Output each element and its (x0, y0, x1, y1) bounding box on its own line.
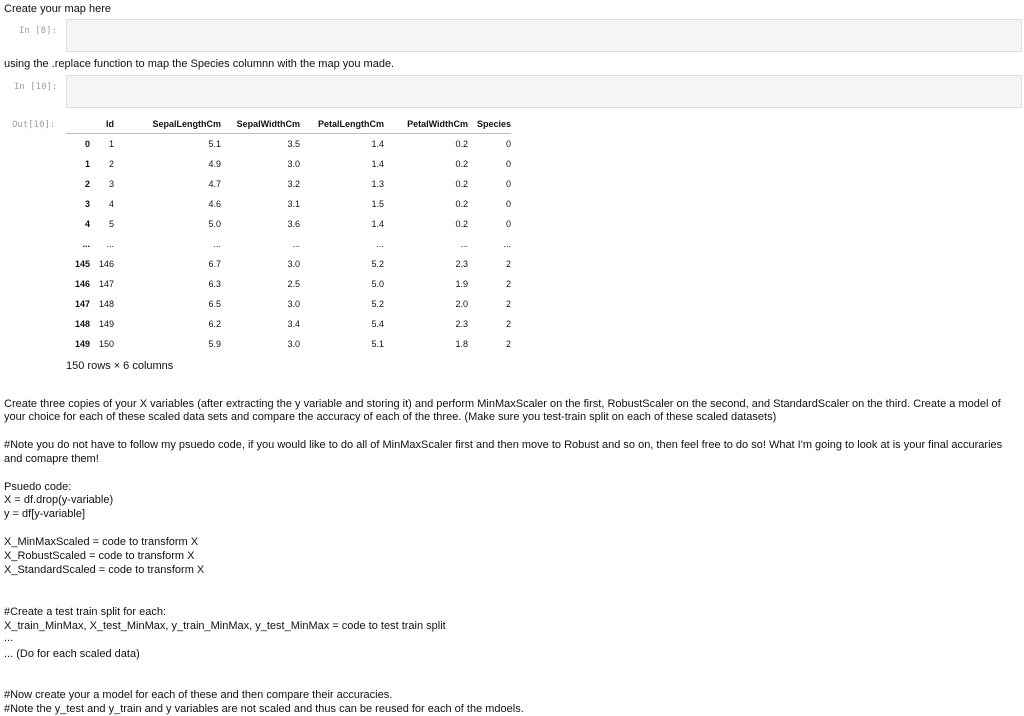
table-cell: 4.9 (208, 159, 221, 169)
table-cell: 5 (108, 219, 114, 229)
table-cell: 3.0 (287, 339, 300, 349)
instruction-line: ... (4, 632, 14, 644)
table-cell: 5.0 (371, 279, 384, 289)
input-prompt-8: In [8]: (19, 26, 57, 36)
table-cell: 5.1 (371, 339, 384, 349)
table-cell: 6.3 (208, 279, 221, 289)
instruction-line: and comapre them! (4, 453, 99, 465)
table-row (66, 294, 511, 314)
table-cell: 1.4 (371, 139, 384, 149)
table-cell: 149 (98, 319, 114, 329)
instruction-line: X_StandardScaled = code to transform X (4, 564, 205, 576)
table-row (66, 214, 511, 234)
table-cell: 6.5 (208, 299, 221, 309)
table-cell: ... (503, 239, 511, 249)
table-cell: 3.1 (287, 199, 300, 209)
column-header: Id (90, 114, 114, 134)
table-row (66, 194, 511, 214)
table-cell: ... (213, 239, 221, 249)
instruction-line: X_train_MinMax, X_test_MinMax, y_train_MinMax, y_test_MinMax = code to test train split (4, 620, 446, 632)
table-cell: 2 (505, 319, 511, 329)
column-header: Species (468, 114, 511, 134)
table-cell: 4.6 (208, 199, 221, 209)
table-cell: 5.0 (208, 219, 221, 229)
table-cell: 2 (505, 259, 511, 269)
table-cell: 0 (505, 159, 511, 169)
table-header-row (66, 114, 511, 134)
row-index: ... (82, 239, 90, 249)
table-cell: 3.0 (287, 159, 300, 169)
table-cell: 150 (98, 339, 114, 349)
table-row (66, 274, 511, 294)
row-index: 149 (74, 339, 90, 349)
table-cell: ... (106, 239, 114, 249)
table-cell: 4.7 (208, 179, 221, 189)
table-cell: ... (376, 239, 384, 249)
table-cell: 5.4 (371, 319, 384, 329)
column-header: SepalWidthCm (221, 114, 300, 134)
instruction-line: X_MinMaxScaled = code to transform X (4, 536, 199, 548)
table-cell: 1.4 (371, 219, 384, 229)
table-cell: ... (460, 239, 468, 249)
code-cell-8-editor[interactable] (66, 19, 1022, 52)
row-index: 1 (84, 159, 90, 169)
table-cell: 5.2 (371, 299, 384, 309)
input-prompt-10: In [10]: (14, 82, 58, 92)
code-cell-10-editor[interactable] (66, 75, 1022, 108)
table-cell: 5.1 (208, 139, 221, 149)
instruction-line: #Note you do not have to follow my psuedo code, if you would like to do all of MinMaxScaler first and then move to Robust and so on, then feel free to do so! What I'm going to look at is your final accuraries (4, 439, 1003, 451)
instruction-line: #Create a test train split for each: (4, 606, 167, 618)
table-cell: 2.3 (455, 259, 468, 269)
table-cell: 1.9 (455, 279, 468, 289)
table-cell: 1 (108, 139, 114, 149)
instruction-line: #Note the y_test and y_train and y variables are not scaled and thus can be reused for each of the mdoels. (4, 703, 524, 715)
table-cell: 3.0 (287, 299, 300, 309)
instruction-line: X_RobustScaled = code to transform X (4, 550, 195, 562)
table-cell: 3.6 (287, 219, 300, 229)
row-index: 0 (84, 139, 90, 149)
markdown-create-map: Create your map here (4, 3, 111, 15)
output-prompt-10: Out[10]: (12, 120, 56, 130)
row-index: 145 (74, 259, 90, 269)
table-row (66, 334, 511, 354)
column-header: PetalLengthCm (300, 114, 384, 134)
table-cell: 146 (98, 259, 114, 269)
table-cell: 1.4 (371, 159, 384, 169)
dataframe-table (66, 114, 511, 354)
table-cell: 2 (505, 279, 511, 289)
instruction-line: Create three copies of your X variables (after extracting the y variable and storing it) and perform MinMaxScaler on the first, RobustScaler on the second, and StandardScaler on the third. Create a model of (4, 398, 1001, 410)
column-header: SepalLengthCm (114, 114, 221, 134)
table-cell: 0 (505, 139, 511, 149)
instruction-line: ... (Do for each scaled data) (4, 648, 140, 660)
table-row (66, 154, 511, 174)
table-cell: ... (292, 239, 300, 249)
table-cell: 1.3 (371, 179, 384, 189)
table-cell: 0.2 (455, 219, 468, 229)
table-row (66, 134, 511, 155)
table-cell: 3.4 (287, 319, 300, 329)
table-cell: 3.0 (287, 259, 300, 269)
table-row (66, 174, 511, 194)
markdown-replace-instruction: using the .replace function to map the Species columnn with the map you made. (4, 58, 395, 70)
instruction-line: your choice for each of these scaled data sets and compare the accuracy of each of the three. (Make sure you test-train split on each of these scaled datasets) (4, 411, 777, 423)
instruction-line: Psuedo code: (4, 481, 72, 493)
dataframe-output (66, 114, 511, 372)
table-cell: 2 (505, 299, 511, 309)
table-cell: 0 (505, 179, 511, 189)
table-cell: 2.5 (287, 279, 300, 289)
table-cell: 0.2 (455, 159, 468, 169)
index-header (66, 114, 90, 134)
table-cell: 6.2 (208, 319, 221, 329)
instruction-line: #Now create your a model for each of these and then compare their accuracies. (4, 689, 393, 701)
table-cell: 2.3 (455, 319, 468, 329)
dataframe-shape: 150 rows × 6 columns (66, 360, 174, 372)
table-cell: 5.9 (208, 339, 221, 349)
table-cell: 0.2 (455, 199, 468, 209)
row-index: 148 (74, 319, 90, 329)
row-index: 146 (74, 279, 90, 289)
row-index: 3 (84, 199, 90, 209)
table-cell: 1.8 (455, 339, 468, 349)
instruction-line: y = df[y-variable] (4, 508, 86, 520)
table-cell: 148 (98, 299, 114, 309)
table-cell: 2 (505, 339, 511, 349)
table-row (66, 314, 511, 334)
table-cell: 0.2 (455, 179, 468, 189)
table-cell: 3.5 (287, 139, 300, 149)
table-row (66, 234, 511, 254)
table-cell: 0 (505, 219, 511, 229)
table-cell: 3 (108, 179, 114, 189)
table-cell: 0 (505, 199, 511, 209)
table-cell: 147 (98, 279, 114, 289)
row-index: 4 (84, 219, 90, 229)
table-cell: 2.0 (455, 299, 468, 309)
table-cell: 3.2 (287, 179, 300, 189)
table-cell: 4 (108, 199, 114, 209)
table-row (66, 254, 511, 274)
table-cell: 0.2 (455, 139, 468, 149)
table-cell: 1.5 (371, 199, 384, 209)
row-index: 2 (84, 179, 90, 189)
table-cell: 2 (108, 159, 114, 169)
row-index: 147 (74, 299, 90, 309)
column-header: PetalWidthCm (384, 114, 468, 134)
instruction-line: X = df.drop(y-variable) (4, 494, 114, 506)
table-cell: 5.2 (371, 259, 384, 269)
table-cell: 6.7 (208, 259, 221, 269)
